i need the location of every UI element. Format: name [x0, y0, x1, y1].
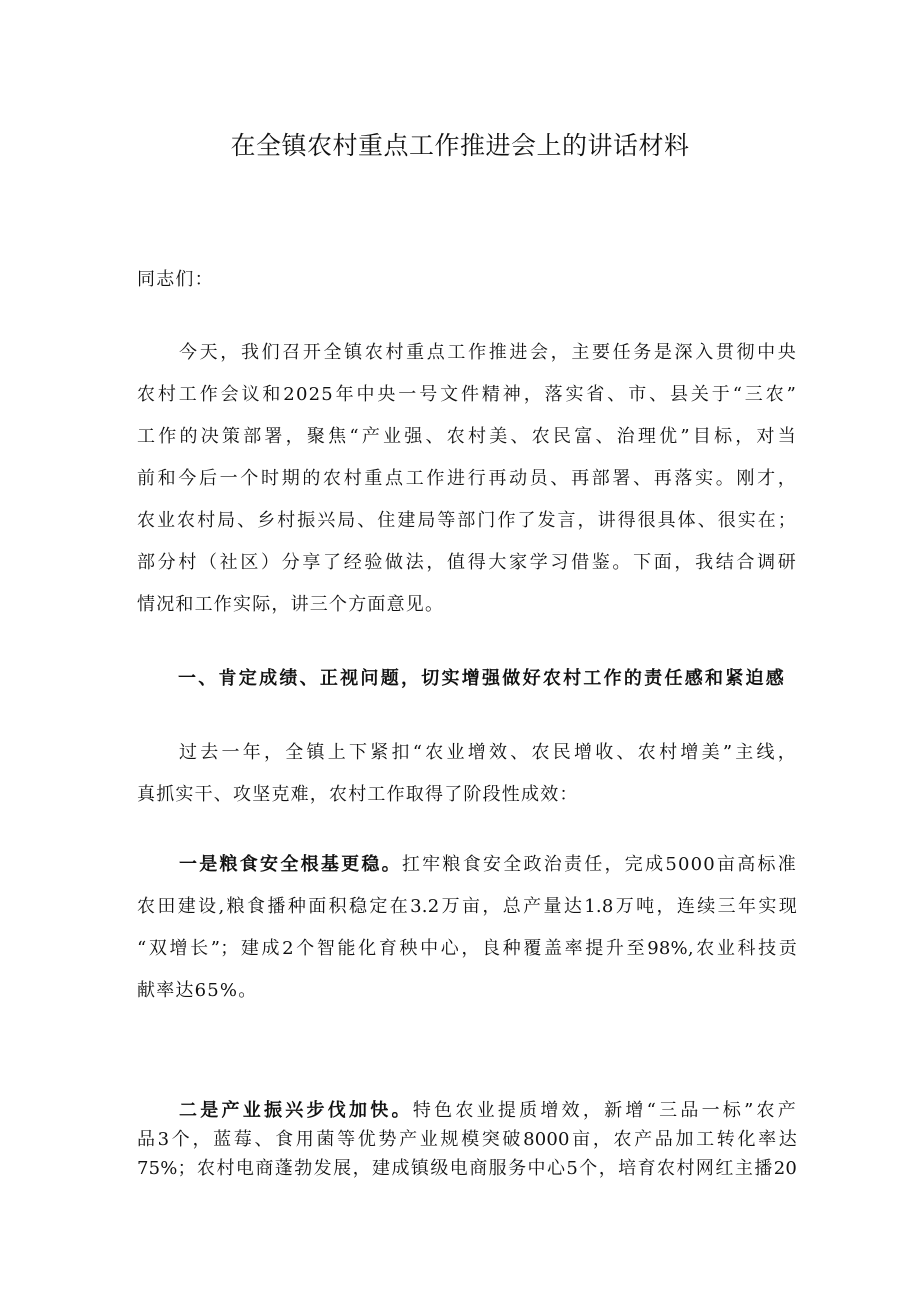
point-1-line: 农田建设,粮食播种面积稳定在3.2万亩，总产量达1.8万吨，连续三年实现	[137, 896, 797, 917]
point-1-lead: 一是粮食安全根基更稳。	[179, 854, 402, 875]
point-2-first-line-rest: 特色农业提质增效，新增“三品一标”农产	[412, 1100, 798, 1121]
point-1-first-line	[179, 851, 797, 879]
section-heading: 一、肯定成绩、正视问题，切实增强做好农村工作的责任感和紧迫感	[178, 668, 784, 689]
intro-line: 农业农村局、乡村振兴局、住建局等部门作了发言，讲得很具体、很实在；	[137, 510, 797, 531]
point-1-line: “双增长”；建成2个智能化育秧中心，良种覆盖率提升至98%,农业科技贡	[137, 938, 797, 959]
section-intro-line: 过去一年，全镇上下紧扣“农业增效、农民增收、农村增美”主线，	[179, 742, 797, 763]
point-1-first-line-rest: 扛牢粮食安全政治责任，完成5000亩高标准	[401, 854, 797, 875]
intro-line: 工作的决策部署，聚焦“产业强、农村美、农民富、治理优”目标，对当	[137, 426, 797, 447]
intro-line: 前和今后一个时期的农村重点工作进行再动员、再部署、再落实。刚才，	[137, 468, 797, 489]
point-2-line: 品3个，蓝莓、食用菌等优势产业规模突破8000亩，农产品加工转化率达	[137, 1129, 797, 1150]
intro-line: 今天，我们召开全镇农村重点工作推进会，主要任务是深入贯彻中央	[179, 342, 797, 363]
document-title: 在全镇农村重点工作推进会上的讲话材料	[230, 131, 690, 160]
point-2-lead: 二是产业振兴步伐加快。	[179, 1100, 413, 1121]
point-1-line: 献率达65%。	[137, 980, 258, 1001]
salutation: 同志们：	[137, 269, 214, 290]
section-intro-line: 真抓实干、攻坚克难，农村工作取得了阶段性成效：	[137, 784, 579, 805]
intro-line: 情况和工作实际，讲三个方面意见。	[137, 594, 445, 615]
point-2-first-line	[179, 1097, 797, 1125]
intro-line: 部分村（社区）分享了经验做法，值得大家学习借鉴。下面，我结合调研	[137, 552, 797, 573]
intro-line: 农村工作会议和2025年中央一号文件精神，落实省、市、县关于“三农”	[137, 384, 797, 405]
point-2-line: 75%；农村电商蓬勃发展，建成镇级电商服务中心5个，培育农村网红主播20	[137, 1158, 797, 1179]
